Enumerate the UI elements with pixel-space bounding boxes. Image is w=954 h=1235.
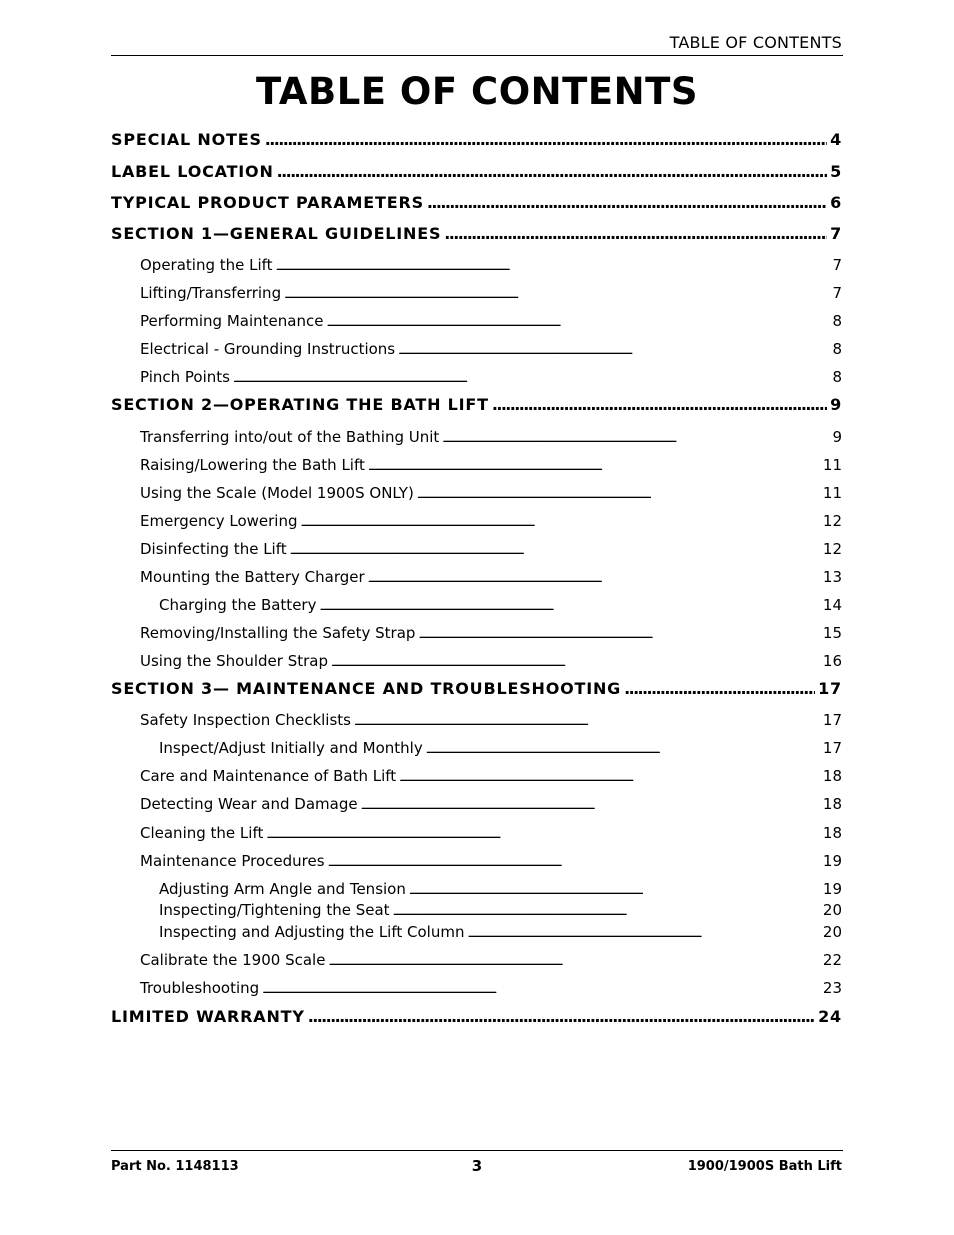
toc-entry-label: Electrical - Grounding Instructions [140, 340, 396, 358]
toc-entry-page: 8 [832, 368, 842, 386]
toc-entry-page: 9 [832, 428, 842, 446]
dot-leader [467, 929, 819, 940]
toc-entry-page: 5 [830, 162, 842, 181]
toc-entry[interactable] [111, 901, 842, 919]
toc-entry[interactable] [111, 767, 842, 785]
dot-leader [319, 602, 819, 613]
toc-entry-label: SECTION 1—GENERAL GUIDELINES [111, 224, 442, 243]
toc-entry[interactable] [111, 312, 842, 330]
dot-leader [444, 224, 827, 243]
toc-entry-page: 6 [830, 193, 842, 212]
toc-entry[interactable] [111, 428, 842, 446]
toc-entry[interactable] [111, 795, 842, 813]
toc-entry[interactable] [111, 568, 842, 586]
toc-entry[interactable] [111, 256, 842, 274]
dot-leader [266, 830, 820, 841]
toc-entry-label: Inspecting/Tightening the Seat [159, 901, 390, 919]
dot-leader [368, 462, 820, 473]
dot-leader [442, 434, 829, 445]
toc-entry-page: 17 [822, 739, 842, 757]
toc-entry[interactable] [111, 456, 842, 474]
toc-entry-page: 17 [822, 711, 842, 729]
toc-section-entry[interactable] [111, 1007, 842, 1026]
running-head: TABLE OF CONTENTS [669, 33, 842, 52]
toc-entry-page: 20 [822, 901, 842, 919]
header-rule [111, 55, 843, 56]
toc-entry-label: LIMITED WARRANTY [111, 1007, 305, 1026]
toc-entry-page: 16 [822, 652, 842, 670]
toc-entry[interactable] [111, 340, 842, 358]
toc-section-entry[interactable] [111, 193, 842, 212]
toc-entry-label: Pinch Points [140, 368, 230, 386]
toc-entry-page: 19 [822, 880, 842, 898]
dot-leader [277, 162, 827, 181]
footer-product: 1900/1900S Bath Lift [687, 1159, 842, 1174]
dot-leader [301, 518, 820, 529]
toc-entry-label: Mounting the Battery Charger [140, 568, 365, 586]
toc-entry[interactable] [111, 739, 842, 757]
toc-entry-label: Charging the Battery [159, 596, 317, 614]
dot-leader [399, 773, 820, 784]
toc-entry-page: 13 [822, 568, 842, 586]
dot-leader [331, 658, 820, 669]
dot-leader [328, 957, 819, 968]
dot-leader [354, 717, 820, 728]
toc-entry-label: Maintenance Procedures [140, 852, 325, 870]
toc-entry[interactable] [111, 484, 842, 502]
toc-entry-label: Detecting Wear and Damage [140, 795, 358, 813]
toc-entry-label: Safety Inspection Checklists [140, 711, 351, 729]
toc-entry[interactable] [111, 624, 842, 642]
toc-entry-page: 8 [832, 340, 842, 358]
dot-leader [284, 290, 829, 301]
toc-entry-label: LABEL LOCATION [111, 162, 274, 181]
toc-entry[interactable] [111, 923, 842, 941]
dot-leader [417, 490, 820, 501]
toc-entry-label: Care and Maintenance of Bath Lift [140, 767, 397, 785]
toc-entry-page: 23 [822, 979, 842, 997]
toc-section-entry[interactable] [111, 130, 842, 149]
toc-entry-page: 18 [822, 824, 842, 842]
toc-entry-page: 20 [822, 923, 842, 941]
dot-leader [290, 546, 820, 557]
toc-entry-page: 18 [822, 795, 842, 813]
toc-entry-page: 18 [822, 767, 842, 785]
dot-leader [398, 346, 829, 357]
dot-leader [426, 745, 820, 756]
footer-part-number: Part No. 1148113 [111, 1159, 239, 1174]
dot-leader [418, 630, 819, 641]
toc-entry-page: 8 [832, 312, 842, 330]
toc-entry-page: 15 [822, 624, 842, 642]
toc-entry-label: Disinfecting the Lift [140, 540, 287, 558]
toc-entry-page: 7 [832, 256, 842, 274]
toc-entry-label: Calibrate the 1900 Scale [140, 951, 326, 969]
dot-leader [262, 985, 820, 996]
toc-entry-page: 12 [822, 512, 842, 530]
dot-leader [361, 801, 820, 812]
toc-entry[interactable] [111, 852, 842, 870]
footer-page-number: 3 [471, 1157, 483, 1175]
dot-leader [326, 318, 829, 329]
toc-section-entry[interactable] [111, 162, 842, 181]
toc-entry[interactable] [111, 540, 842, 558]
toc-entry[interactable] [111, 512, 842, 530]
toc-entry-label: Using the Scale (Model 1900S ONLY) [140, 484, 414, 502]
toc-entry[interactable] [111, 596, 842, 614]
toc-entry-label: Operating the Lift [140, 256, 273, 274]
toc-entry[interactable] [111, 880, 842, 898]
toc-entry-label: Inspecting and Adjusting the Lift Column [159, 923, 465, 941]
toc-entry-label: TYPICAL PRODUCT PARAMETERS [111, 193, 424, 212]
toc-entry[interactable] [111, 979, 842, 997]
toc-entry-page: 17 [818, 679, 842, 698]
toc-entry-page: 19 [822, 852, 842, 870]
toc-entry-label: SPECIAL NOTES [111, 130, 262, 149]
toc-section-entry[interactable] [111, 395, 842, 414]
toc-entry-label: Adjusting Arm Angle and Tension [159, 880, 406, 898]
toc-entry-page: 22 [822, 951, 842, 969]
toc-entry-page: 24 [818, 1007, 842, 1026]
toc-entry-label: Troubleshooting [140, 979, 260, 997]
toc-entry[interactable] [111, 284, 842, 302]
toc-entry-label: Emergency Lowering [140, 512, 298, 530]
toc-entry[interactable] [111, 652, 842, 670]
toc-entry-label: Using the Shoulder Strap [140, 652, 328, 670]
toc-entry[interactable] [111, 824, 842, 842]
dot-leader [427, 193, 827, 212]
toc-section-entry[interactable] [111, 224, 842, 243]
dot-leader [276, 262, 830, 273]
toc-entry-label: Performing Maintenance [140, 312, 324, 330]
toc-section-entry[interactable] [111, 679, 842, 698]
toc-entry[interactable] [111, 951, 842, 969]
toc-entry[interactable] [111, 368, 842, 386]
toc-entry-page: 12 [822, 540, 842, 558]
toc-entry-page: 7 [830, 224, 842, 243]
toc-entry-label: SECTION 2—OPERATING THE BATH LIFT [111, 395, 489, 414]
toc-entry-page: 9 [830, 395, 842, 414]
dot-leader [308, 1007, 815, 1026]
dot-leader [368, 574, 820, 585]
dot-leader [624, 679, 815, 698]
page-title: TABLE OF CONTENTS [256, 70, 698, 113]
toc-entry-label: Cleaning the Lift [140, 824, 264, 842]
dot-leader [265, 130, 827, 149]
toc-entry-page: 11 [822, 484, 842, 502]
toc-entry-page: 7 [832, 284, 842, 302]
toc-entry-label: Inspect/Adjust Initially and Monthly [159, 739, 423, 757]
dot-leader [492, 395, 827, 414]
toc-entry-page: 11 [822, 456, 842, 474]
dot-leader [409, 886, 820, 897]
toc-entry-page: 4 [830, 130, 842, 149]
dot-leader [328, 858, 820, 869]
footer-rule [111, 1150, 843, 1151]
toc-entry-label: Transferring into/out of the Bathing Unit [140, 428, 440, 446]
toc-entry-label: Removing/Installing the Safety Strap [140, 624, 416, 642]
toc-entry-label: Lifting/Transferring [140, 284, 282, 302]
dot-leader [233, 374, 829, 385]
toc-entry[interactable] [111, 711, 842, 729]
toc-entry-page: 14 [822, 596, 842, 614]
dot-leader [393, 907, 820, 918]
toc-entry-label: Raising/Lowering the Bath Lift [140, 456, 365, 474]
toc-entry-label: SECTION 3— MAINTENANCE AND TROUBLESHOOTING [111, 679, 622, 698]
